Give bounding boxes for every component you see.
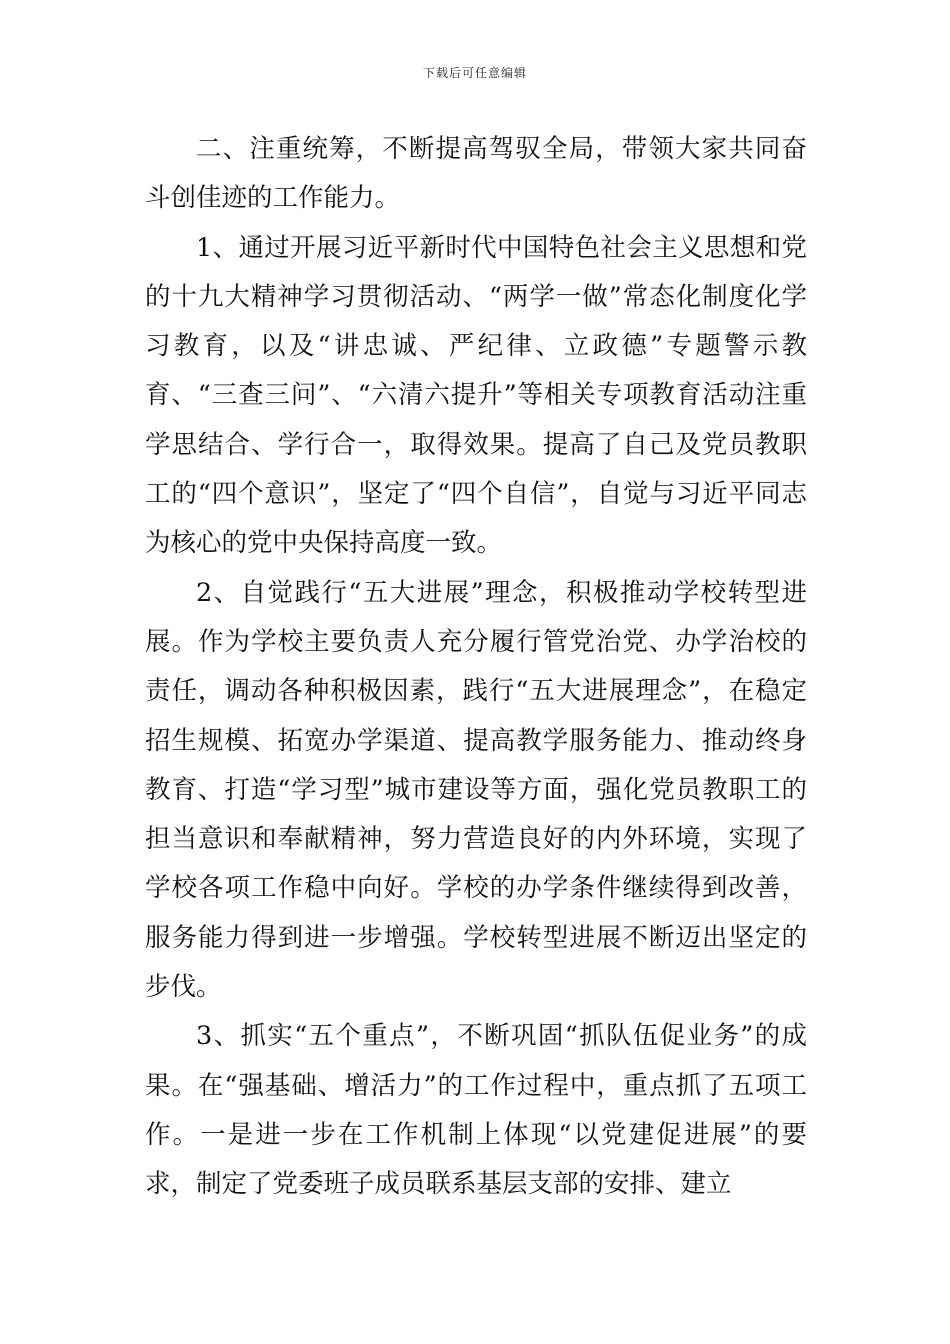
paragraph-item-2: 2、自觉践行“五大进展”理念，积极推动学校转型进展。作为学校主要负责人充分履行管党治党、办学治校的责任，调动各种积极因素，践行“五大进展理念”，在稳定招生规模、拓宽办学渠道、提高教学服务能力、推动终身教育、打造“学习型”城市建设等方面，强化党员教职工的担当意识和奉献精神，努力营造良好的内外环境，实现了学校各项工作稳中向好。学校的办学条件继续得到改善，服务能力得到进一步增强。学校转型进展不断迈出坚定的步伐。 bbox=[145, 577, 807, 1003]
page-header: 下载后可任意编辑 bbox=[422, 66, 527, 80]
paragraph-item-3: 3、抓实“五个重点”，不断巩固“抓队伍促业务”的成果。在“强基础、增活力”的工作过程中，重点抓了五项工作。一是进一步在工作机制上体现“以党建促进展”的要求，制定了党委班子成员联系基层支部的安排、建立 bbox=[145, 1021, 807, 1200]
document-body bbox=[145, 125, 807, 1210]
paragraph-item-1: 1、通过开展习近平新时代中国特色社会主义思想和党的十九大精神学习贯彻活动、“两学一做”常态化制度化学习教育，以及“讲忠诚、严纪律、立政德”专题警示教育、“三查三问”、“六清六提升”等相关专项教育活动注重学思结合、学行合一，取得效果。提高了自己及党员教职工的“四个意识”，坚定了“四个自信”，自觉与习近平同志为核心的党中央保持高度一致。 bbox=[145, 232, 807, 559]
paragraph-section-heading: 二、注重统筹，不断提高驾驭全局，带领大家共同奋斗创佳迹的工作能力。 bbox=[145, 134, 807, 214]
